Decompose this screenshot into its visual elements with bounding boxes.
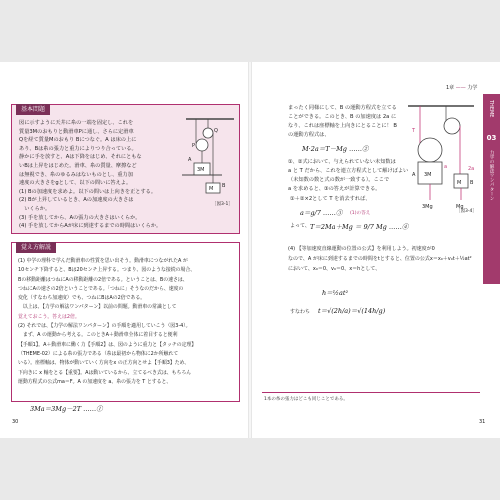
solution-box [11,242,240,402]
chapter-header: 1章 —— 力学 [446,85,478,91]
label-p: P [192,143,196,149]
right-mid [288,158,408,194]
equation-2: M·2a＝T－Mg ……② [302,145,369,153]
solution-line: (1) 中学の理科で学んだ動滑車の性質を思い出そう。動滑車につながれたA が [18,258,188,264]
equation-4: T＝2Ma＋Mg ＝ 9/7 Mg ……④ [310,223,409,231]
problem-line: 速度の大きさをgとして、以下の問いに答えよ。 [19,180,132,187]
fig-label-weight-b: Mg [456,204,464,210]
solution-line: 10センチ下降すると、Bは20センチ上昇する。つまり、図のような接続の場合、 [18,267,196,274]
mid-line: a を求めると、③の答えが計算できる。 [288,186,381,192]
solution-line: まず、A の運動から考える。このときA＋動滑車全体に着目すると便利 [18,332,178,339]
intro-line: まったく同様にして、B の運動方程式を立てる [288,105,397,111]
fig-label-mass-a: 3M [424,172,432,178]
problem-question: (1) Bの加速度を求めよ。以下の問いは上向きを正とする。 [19,188,157,195]
fig-label-accel-b: 2a [468,166,475,172]
problem-line: 図に示すように天井に糸の一端を固定し、これを [19,120,134,126]
equation-4-note: よって、 [290,223,310,229]
solution-label: 覚え方解説 [16,242,56,253]
solution-line: 以上は、【力学の解法ワンパターン】以前の問題。動滑車の常識として [18,304,177,311]
chapter-title: 力学 [467,85,478,91]
equation-6-prefix: すなわち [290,309,311,315]
problem-question: いくらか。 [19,205,51,212]
book-gutter [248,62,252,438]
fig-label-accel-a: a [444,164,448,170]
step4-line: (4) 【等加速度直線運動の位置の公式】を利用しよう。初速度が0 [288,246,435,252]
problem-question: (4) 手を放してからAが床に到達するまでの時間はいくらか。 [19,223,162,230]
step4-line: において、x₀＝0、v₀＝0、x＝hとして、 [288,266,381,272]
solution-line: (2) それでは、【力学の解法ワンパターン】の手順を適用していこう（図3-4）。 [18,323,191,330]
step-line: ①＋②×2として T を消去すれば、 [290,196,371,202]
solution-line: 運動方程式の公式ma＝F。A の加速度を a、糸の張力を T とすると、 [18,378,172,385]
intro-line: なり、これは座標軸を上向きにとることに！ B [288,123,397,129]
solution-line: 【手順1】。A＋動滑車に働く力【手順2】は、図のように重力と【タッチの定理】 [18,341,197,348]
problem-line: Qを経て質量Mのおもり Bにつなぐ。A は床の上に [19,137,137,144]
fig-label-b: B [470,180,474,186]
equation-1: 3Ma＝3Mg－2T ……① [30,405,103,413]
solution-text [18,257,196,387]
problem-line: は無視でき、糸のゆるみはないものとし、重力加 [19,171,133,178]
problem-question: (2) Bが上昇しているとき、Aの加速度の大きさは [19,197,134,204]
equation-3-note: (1)の答え [350,211,371,216]
solution-line: 覚えておこう。答えは2倍。 [18,313,80,320]
problem-line: あり、Bは糸の張力と重力によりつり合っている。 [19,145,137,152]
basic-problem-box [11,104,240,234]
fig-label-mass-b: M [457,180,462,186]
page-number-right: 31 [479,419,486,425]
label-b: B [222,183,226,189]
problem-line: いBは上昇をはじめた。滑車、糸の質量、摩擦など [19,162,137,169]
intro-line: ことができる。このとき、B の加速度は 2a に [288,114,397,120]
label-q: Q [214,128,218,134]
equation-6: t＝√(2h/a)＝√(14h/g) [318,307,386,315]
solution-line: つねにAの速さの2倍ということである。「つねに」そうなのだから、速度の [18,285,184,292]
problem-question: (3) 手を放してから、Aの張力の大きさはいくらか。 [19,214,141,221]
right-intro [288,104,397,140]
solution-line: 変化（すなわち加速度）でも、つねにBはAの2倍である。 [18,295,146,302]
label-mass-a: 3M [197,167,205,173]
equation-5: h＝½at² [322,289,349,297]
mid-line: ①、②式において、与えられていない未知数は [288,159,396,165]
figure-3-4-caption: ［図3-4］ [456,209,477,214]
label-mass-b: M [209,186,214,192]
solution-line: いる）。座標軸は、物体が動いていく方向をx の正方向とせよ【手順3】ため、 [18,360,190,367]
problem-line: 質量3Mのおもりと動滑車Pに通し、さらに定滑車 [19,128,134,135]
intro-line: の運動方程式は、 [288,132,330,138]
basic-problem-label: 基本問題 [16,104,50,115]
mid-line: （未知数の数と式の数が一致する）。ここで [288,177,390,183]
footnote: 1本の糸の張力はどこも同じことである。 [264,397,348,402]
label-a: A [188,157,192,163]
fig-label-a: A [412,172,416,178]
fig-label-weight-a: 3Mg [422,204,433,210]
fig-label-t: T [412,128,416,134]
theme-tab-subtitle: 力学の解法ワンパターン [489,150,494,201]
solution-line: 下向きに x 軸をとる【重要】。Aは動いているから、立てるべき式は、もちろん [18,369,192,376]
footnote-divider [262,392,480,393]
step4-text [288,244,472,274]
theme-tab [483,94,500,284]
problem-line: 静かに手を放すと、Aは下降をはじめ、それにともな [19,154,142,161]
theme-tab-number: 03 [486,134,497,142]
pulley-figure-3-4 [400,100,480,210]
solution-line: （THEME-02）による糸の張力である（糸は最初から物体に2か所触れて [18,350,179,357]
figure-3-1-caption: ［図3-1］ [212,202,233,207]
page-number-left: 30 [12,419,19,425]
mid-line: a と T だから、これを連立方程式として解けばよい [288,168,409,174]
basic-problem-text [19,119,179,231]
equation-3: a＝g/7 ……③ [300,209,343,217]
solution-line: Bの移動距離はつねにAの移動距離の2倍である。ということは、Bの速さは、 [18,276,188,283]
chapter-number: 1章 [446,85,455,91]
step4-line: なので、A が床に到達するまでの時間をtとすると、位置の公式x＝x₀＋v₀t＋½at² [288,256,472,262]
pulley-figure-3-1 [182,113,238,201]
theme-tab-label: THEME [488,100,494,118]
